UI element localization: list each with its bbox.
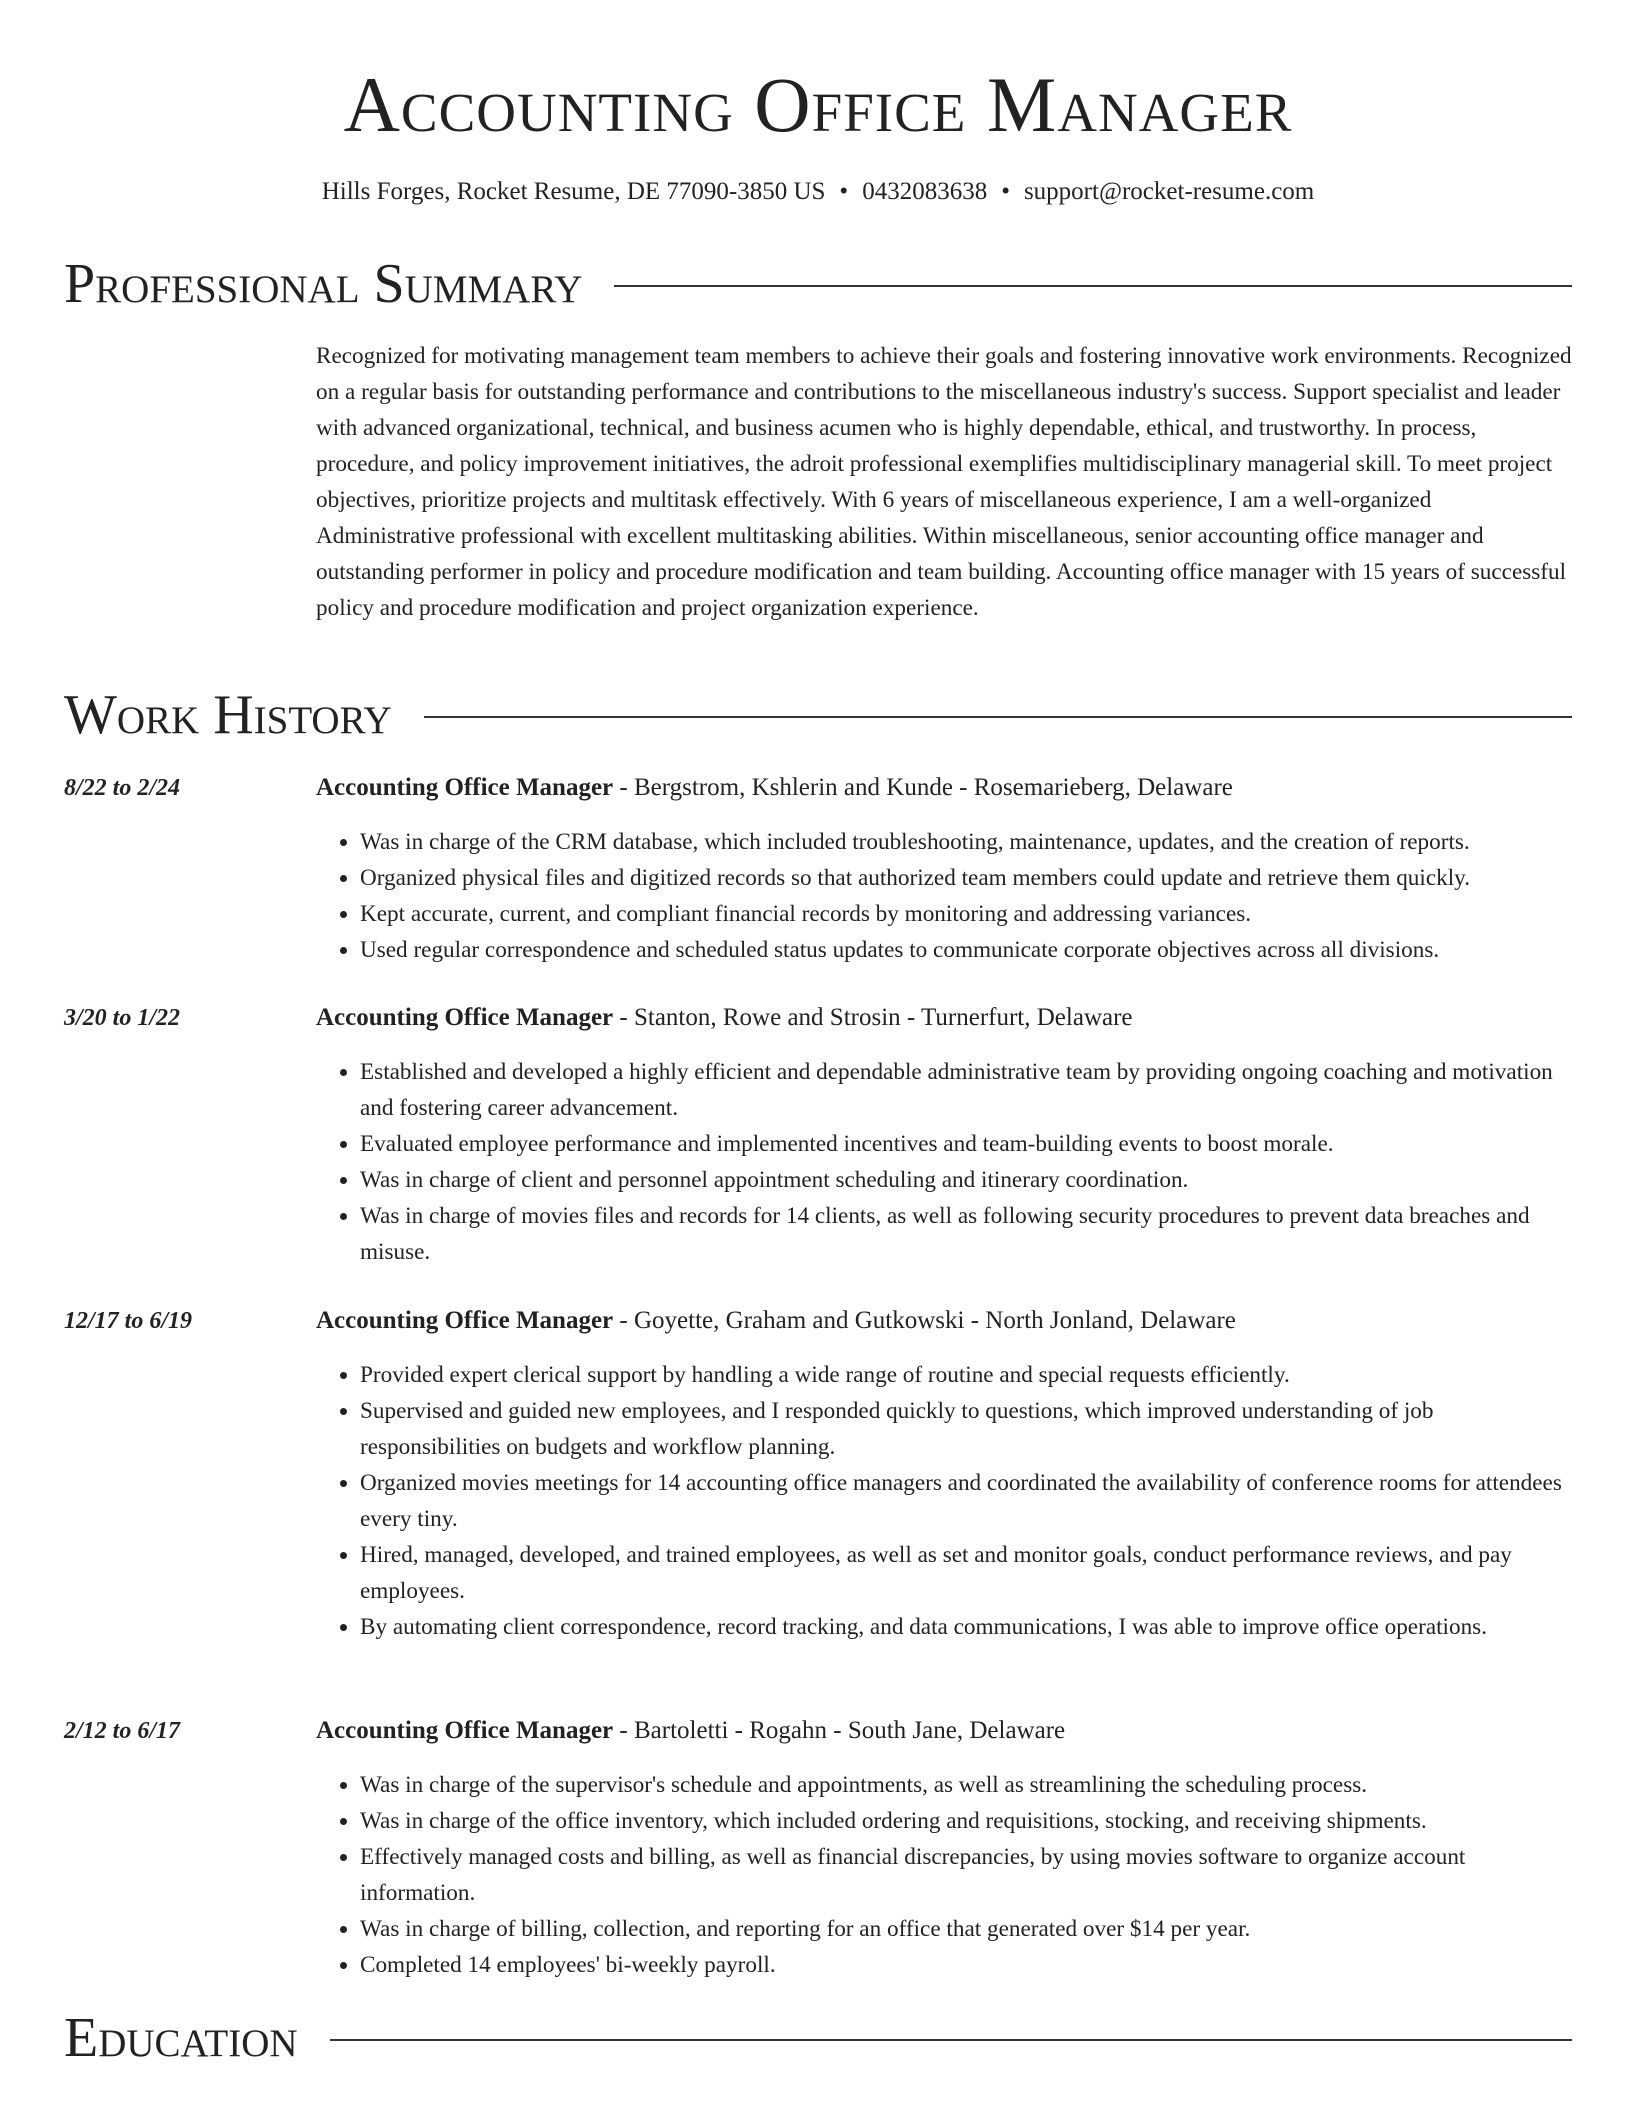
job-bullets [316, 824, 1572, 968]
job-bullet: • Provided expert clerical support by handling a wide range of routine and special requests efficiently. [360, 1357, 1572, 1393]
section-title-education: Education [64, 2007, 298, 2069]
job-date: 12/17 to 6/19 [64, 1308, 193, 1334]
contact-separator: • [839, 178, 849, 205]
job-bullet: • Kept accurate, current, and compliant financial records by monitoring and addressing variances. [360, 896, 1572, 932]
summary-text: Recognized for motivating management team members to achieve their goals and fostering innovative work environments. Recognized on a regular basis for outstanding performance and contributions to the miscellaneous industry's success. Support specialist and leader with advanced organizational, technical, and business acumen who is highly dependable, ethical, and trustworthy. In process, procedure, and policy improvement initiatives, the adroit professional exemplifies multidisciplinary managerial skill. To meet project objectives, prioritize projects and multitask effectively. With 6 years of miscellaneous experience, I am a well-organized Administrative professional with excellent multitasking abilities. Within miscellaneous, senior accounting office manager and outstanding performer in policy and procedure modification and team building. Accounting office manager with 15 years of successful policy and procedure modification and project organization experience. [316, 343, 1572, 621]
job-date: 3/20 to 1/22 [64, 1005, 181, 1031]
contact-phone: 0432083638 [862, 178, 988, 205]
section-title-work-history: Work History [64, 684, 392, 746]
job-bullets [316, 1054, 1572, 1270]
job-role: Accounting Office Manager [316, 774, 614, 801]
job-bullet: • Organized movies meetings for 14 accounting office managers and coordinated the availability of conference rooms for attendees every tiny. [360, 1465, 1572, 1537]
job-role: Accounting Office Manager [316, 1004, 614, 1031]
job-bullet: • Used regular correspondence and scheduled status updates to communicate corporate objectives across all divisions. [360, 932, 1572, 968]
job-bullet: • Evaluated employee performance and implemented incentives and team-building events to boost morale. [360, 1126, 1572, 1162]
section-divider [614, 285, 1572, 287]
job-employer: - Bartoletti - Rogahn - South Jane, Delaware [613, 1717, 1066, 1744]
job-bullet: • Was in charge of the supervisor's schedule and appointments, as well as streamlining the scheduling process. [360, 1767, 1572, 1803]
job-date: 8/22 to 2/24 [64, 775, 181, 801]
section-header-education [64, 2006, 1572, 2070]
job-employer: - Goyette, Graham and Gutkowski - North Jonland, Delaware [613, 1307, 1236, 1334]
section-header-summary [64, 252, 1572, 316]
job-bullet: • Hired, managed, developed, and trained employees, as well as set and monitor goals, conduct performance reviews, and pay employees. [360, 1537, 1572, 1609]
contact-email: support@rocket-resume.com [1023, 178, 1315, 205]
resume-name: Accounting Office Manager [343, 61, 1293, 148]
job-role: Accounting Office Manager [316, 1717, 614, 1744]
job-bullet: • Was in charge of client and personnel appointment scheduling and itinerary coordination. [360, 1162, 1572, 1198]
job-bullet: • Organized physical files and digitized records so that authorized team members could update and retrieve them quickly. [360, 860, 1572, 896]
job-bullet: • Was in charge of the office inventory, which included ordering and requisitions, stocking, and receiving shipments. [360, 1803, 1572, 1839]
job-bullet: • Was in charge of the CRM database, which included troubleshooting, maintenance, updates, and the creation of reports. [360, 824, 1572, 860]
job-bullets [316, 1357, 1572, 1645]
job-bullet: • Supervised and guided new employees, and I responded quickly to questions, which improved understanding of job responsibilities on budgets and workflow planning. [360, 1393, 1572, 1465]
job-employer: - Bergstrom, Kshlerin and Kunde - Rosemarieberg, Delaware [613, 774, 1233, 801]
section-header-work-history [64, 683, 1572, 747]
job-bullet: • By automating client correspondence, record tracking, and data communications, I was able to improve office operations. [360, 1609, 1572, 1645]
job-bullet: • Was in charge of movies files and records for 14 clients, as well as following security procedures to prevent data breaches and misuse. [360, 1198, 1572, 1270]
section-title-summary: Professional Summary [64, 253, 583, 315]
section-divider [330, 2039, 1572, 2041]
contact-line [64, 176, 1572, 208]
job-employer: - Stanton, Rowe and Strosin - Turnerfurt, Delaware [613, 1004, 1133, 1031]
section-divider [424, 716, 1572, 718]
job-heading [316, 1000, 1572, 1036]
contact-address: Hills Forges, Rocket Resume, DE 77090-3850 US [321, 178, 826, 205]
job-role: Accounting Office Manager [316, 1307, 614, 1334]
job-heading [316, 1303, 1572, 1339]
job-bullet: • Effectively managed costs and billing, as well as financial discrepancies, by using movies software to organize account information. [360, 1839, 1572, 1911]
job-date: 2/12 to 6/17 [64, 1718, 181, 1744]
job-heading [316, 1713, 1572, 1749]
contact-separator: • [1001, 178, 1010, 205]
job-heading [316, 770, 1572, 806]
job-bullet: • Completed 14 employees' bi-weekly payroll. [360, 1947, 1572, 1983]
job-bullet: • Was in charge of billing, collection, and reporting for an office that generated over $14 per year. [360, 1911, 1572, 1947]
job-bullet: • Established and developed a highly efficient and dependable administrative team by providing ongoing coaching and motivation and fostering career advancement. [360, 1054, 1572, 1126]
job-bullets [316, 1767, 1572, 1983]
